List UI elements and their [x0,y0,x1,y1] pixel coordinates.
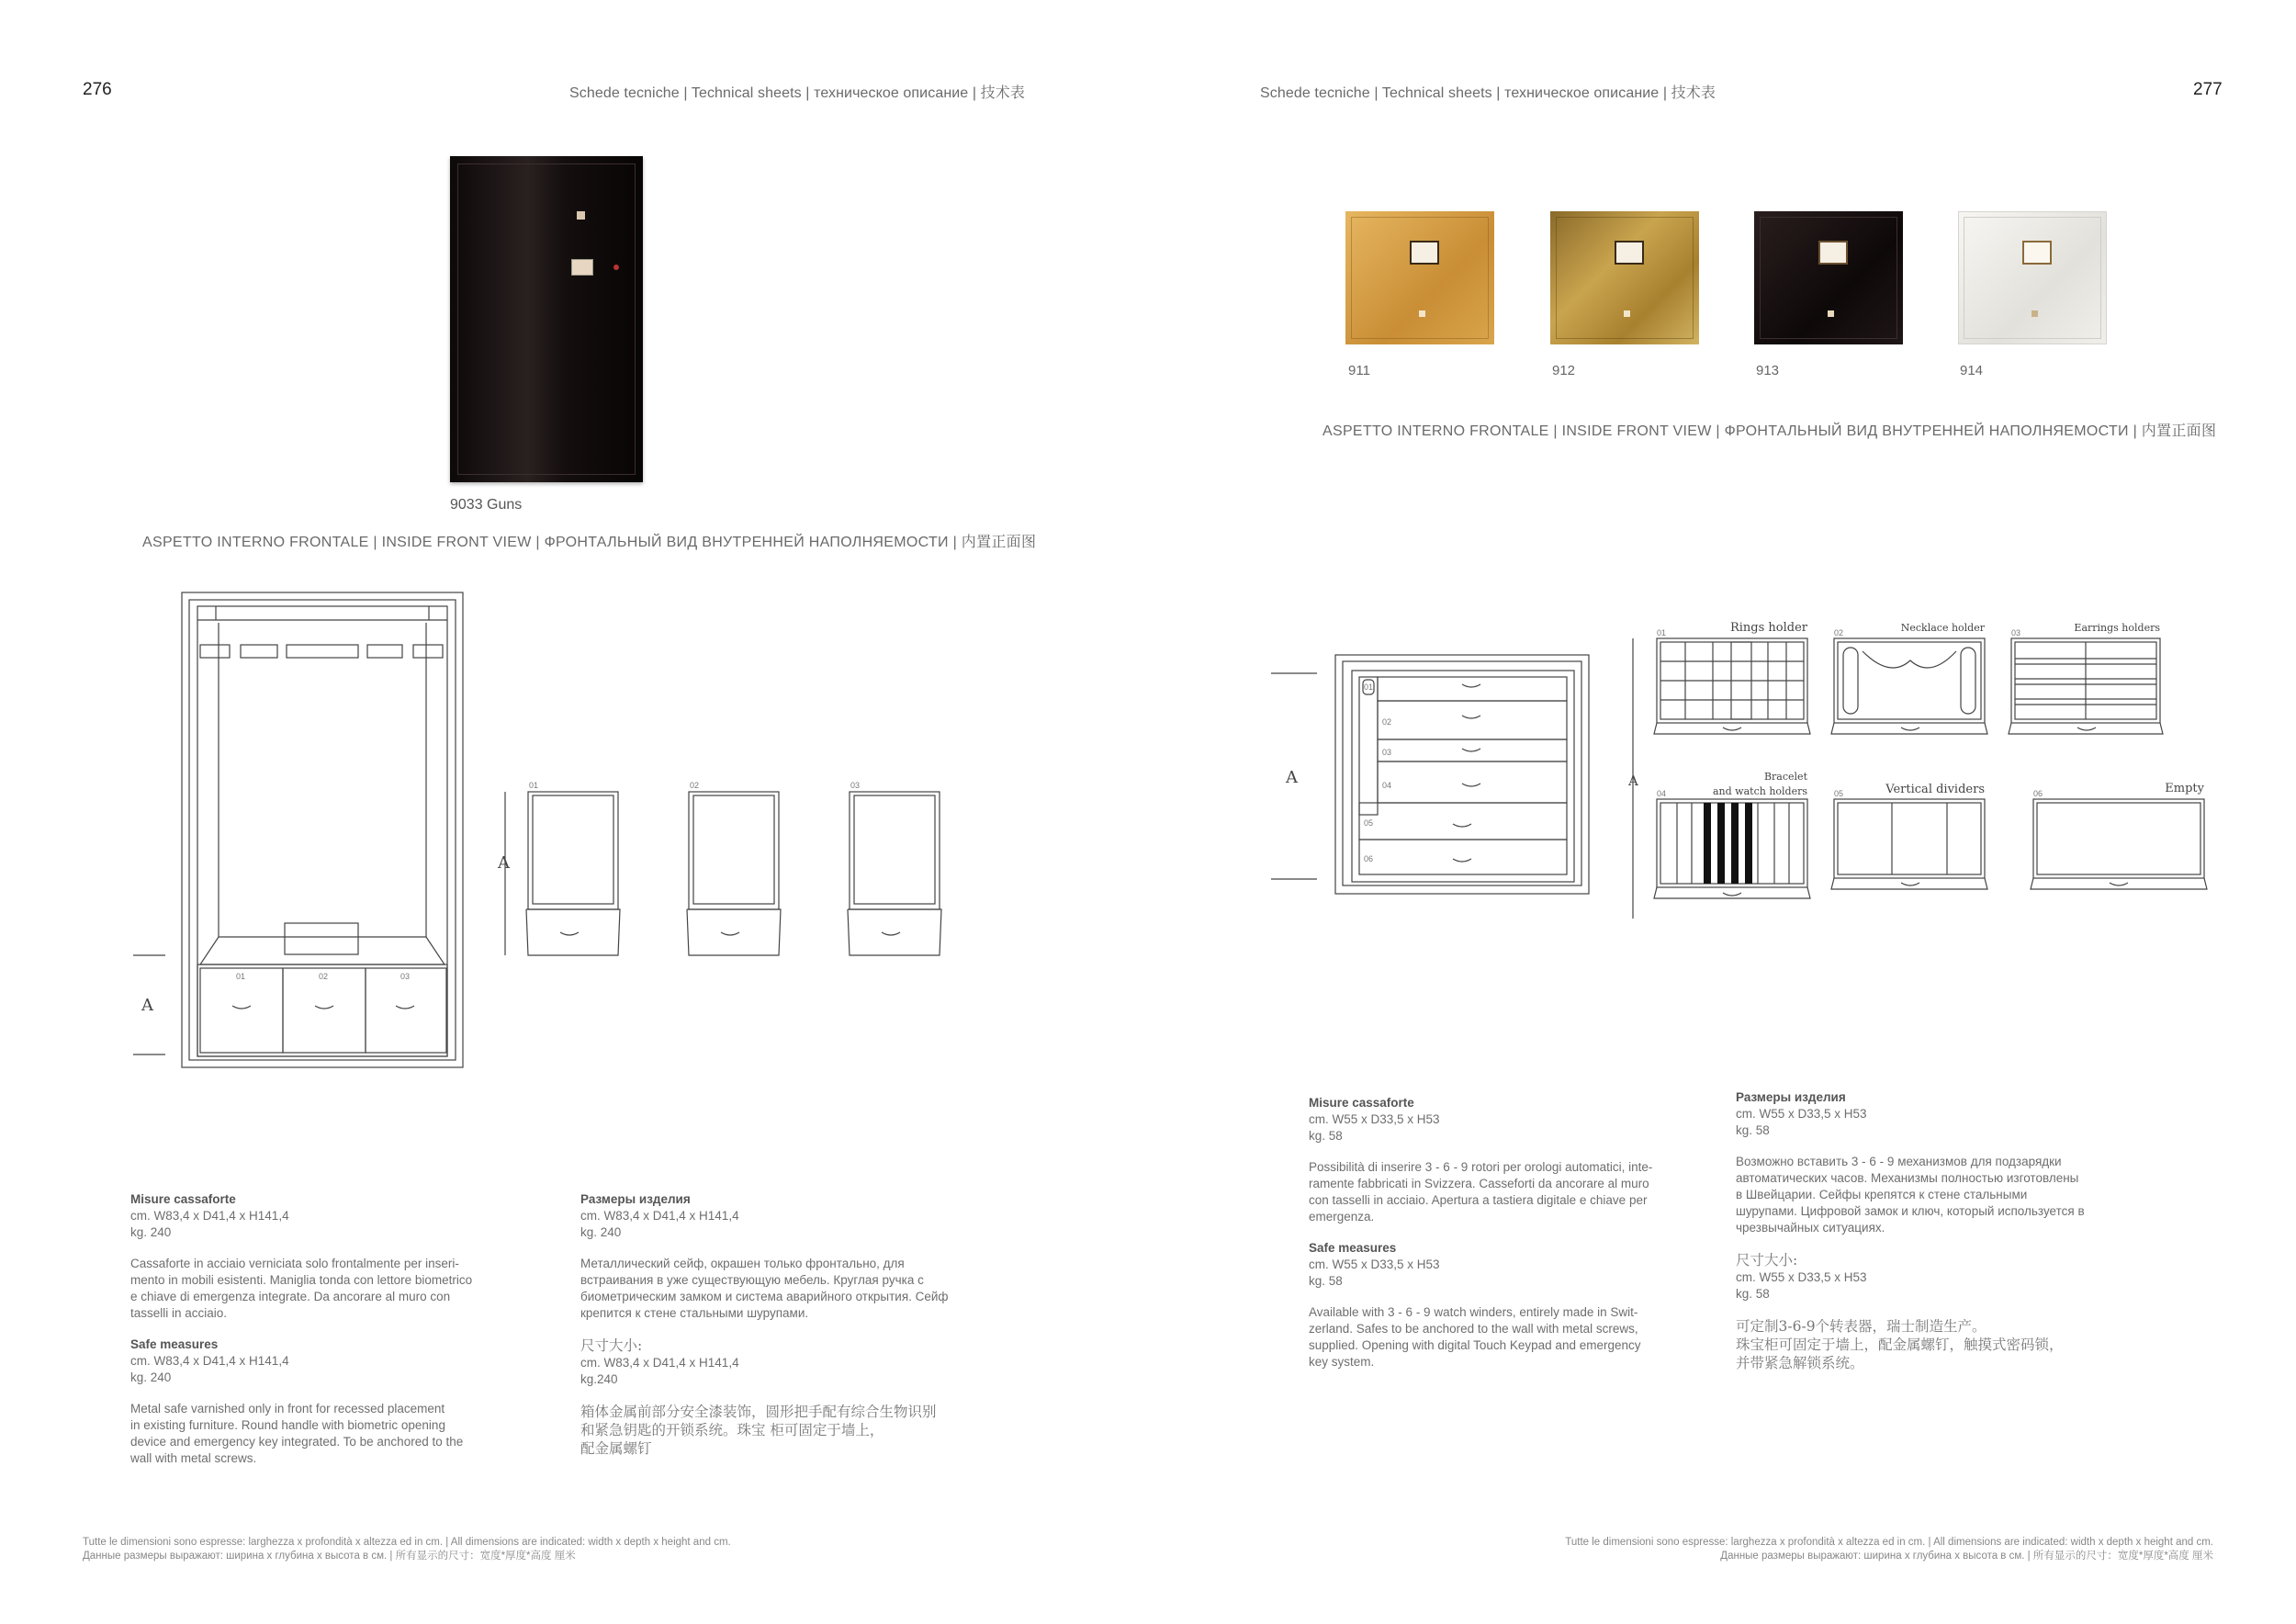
spec-line: 和紧急钥匙的开锁系统。珠宝 柜可固定于墙上， [580,1422,884,1438]
spec-line: 可定制3-6-9个转表器，瑞士制造生产。 [1736,1318,1986,1335]
product-label: 9033 Guns [450,497,523,513]
drawer-label: 06 [1364,854,1374,863]
spec-line: Cassaforte in acciaio verniciata solo frontalmente per inseri- [130,1257,459,1270]
module-number: 01 [1657,628,1667,637]
swatch-label: 913 [1756,363,1780,378]
dimension-label: A [1286,768,1298,787]
spec-title: Safe measures [1309,1241,1397,1255]
spec-line: 珠宝柜可固定于墙上，配金属螺钉，触摸式密码锁， [1736,1336,2064,1353]
spec-weight: kg. 240 [130,1225,172,1239]
spec-line: mento in mobili esistenti. Maniglia tonda con lettore biometrico [130,1273,473,1287]
spec-line: Possibilità di inserire 3 - 6 - 9 rotori per orologi automatici, inte- [1309,1160,1653,1174]
keyhole-icon [2032,310,2038,317]
footer-line: Данные размеры выражают: ширина x глубина x высота в см. | 所有显示的尺寸：宽度*厚度*高度 厘米 [1720,1551,2213,1562]
module-name: Rings holder [1729,621,1807,635]
footer-line: Tutte le dimensioni sono espresse: larghezza x profondità x altezza ed in cm. | All dimensions are indicated: width x depth x height and cm. [1565,1537,2213,1548]
spec-line: e chiave di emergenza integrate. Da ancorare al muro con [130,1290,451,1303]
spec-line: con tasselli in acciaio. Apertura a tastiera digitale e chiave per [1309,1193,1648,1207]
swatch-label: 911 [1348,363,1370,378]
spec-line: zerland. Safes to be anchored to the wall with metal screws, [1309,1322,1638,1336]
spec-line: device and emergency key integrated. To be anchored to the [130,1435,464,1449]
keypad-icon [1410,241,1439,265]
module-name: Bracelet [1763,771,1807,783]
dimension-label: A [141,996,153,1015]
gun-safe-diagram [129,588,992,1075]
module-name: Empty [2165,782,2204,795]
swatch-label: 912 [1552,363,1576,378]
module-number: 06 [2033,789,2043,798]
spec-line: key system. [1309,1355,1375,1369]
spec-line: автоматических часов. Механизмы полностью изготовлены [1736,1171,2079,1185]
spec-line: 配金属螺钉 [580,1440,652,1457]
spec-line: 并带紧急解锁系统。 [1736,1355,1864,1371]
spec-title: Размеры изделия [580,1192,691,1206]
spec-dims: cm. W55 x D33,5 x H53 [1736,1107,1867,1121]
spec-dims: cm. W83,4 x D41,4 x H141,4 [580,1356,739,1370]
spec-weight: kg. 58 [1736,1287,1770,1301]
footer-line: Данные размеры выражают: ширина x глубина x высота в см. | 所有显示的尺寸：宽度*厚度*高度 厘米 [83,1551,576,1562]
spec-dims: cm. W55 x D33,5 x H53 [1309,1257,1440,1271]
spec-title: Misure cassaforte [1309,1096,1414,1110]
swatch-label: 914 [1960,363,1984,378]
spec-line: ramente fabbricati in Svizzera. Casseforti da ancorare al muro [1309,1177,1649,1190]
spec-line: in existing furniture. Round handle with biometric opening [130,1418,445,1432]
drawer-label: 02 [319,972,329,981]
page-header-right: Schede tecniche | Technical sheets | техническое описание | 技术表 [1260,85,1716,101]
module-number: 04 [1657,789,1667,798]
keyhole-icon [1624,310,1630,317]
drawer-label: 05 [1364,818,1374,828]
spec-title: 尺寸大小: [1736,1252,1798,1269]
spec-russian-chinese-right [1736,1089,2167,1372]
keyhole-icon [577,211,585,220]
spec-italian-english-right [1309,1095,1713,1370]
spec-italian-english [130,1191,535,1467]
spec-russian-chinese [580,1191,1012,1458]
spec-line: 箱体金属前部分安全漆装饰，圆形把手配有综合生物识别 [580,1404,937,1420]
spec-line: emergenza. [1309,1210,1375,1224]
spec-weight: kg. 240 [130,1370,172,1384]
spec-title: 尺寸大小: [580,1337,643,1354]
spec-line: биометрическим замком и система аварийного открытия. Сейф [580,1290,949,1303]
spec-title: Misure cassaforte [130,1192,236,1206]
page-number-right: 277 [2193,80,2223,99]
spec-dims: cm. W55 x D33,5 x H53 [1309,1112,1440,1126]
module-number: 03 [2011,628,2021,637]
spec-weight: kg. 58 [1309,1274,1343,1288]
module-number: 05 [1834,789,1844,798]
module-name: Earrings holders [2074,622,2160,634]
spec-line: чрезвычайных ситуациях. [1736,1221,1885,1235]
spec-line: встраивания в уже существующую мебель. Круглая ручка с [580,1273,924,1287]
drawer-label: 03 [1382,748,1392,757]
drawer-label: 04 [1382,781,1392,790]
spec-line: tasselli in acciaio. [130,1306,228,1320]
dimension-label: A [498,853,510,873]
spec-line: Metal safe varnished only in front for recessed placement [130,1402,445,1415]
drawer-label: 01 [236,972,246,981]
spec-line: шурупами. Цифровой замок и ключ, который используется в [1736,1204,2085,1218]
spec-line: Возможно вставить 3 - 6 - 9 механизмов для подзарядки [1736,1155,2062,1168]
drawer-label: 03 [850,781,861,790]
module-number: 02 [1834,628,1844,637]
spec-dims: cm. W83,4 x D41,4 x H141,4 [580,1209,739,1223]
page-number-left: 276 [83,80,112,99]
spec-weight: kg. 58 [1736,1123,1770,1137]
drawer-label: 02 [1382,717,1392,727]
keypad-icon [1818,241,1848,265]
drawer-label: 01 [1364,682,1374,692]
handle-icon [613,265,619,270]
footer-right [1565,1536,2213,1563]
spec-dims: cm. W83,4 x D41,4 x H141,4 [130,1354,289,1368]
inside-caption-right: ASPETTO INTERNO FRONTALE | INSIDE FRONT VIEW | ФРОНТАЛЬНЫЙ ВИД ВНУТРЕННЕЙ НАПОЛНЯЕМОСТИ | 内置正面图 [1322,423,2217,439]
drawer-label: 01 [529,781,539,790]
spec-line: крепится к стене стальными шурупами. [580,1306,809,1320]
module-name-line2: and watch holders [1713,785,1807,797]
spec-weight: kg.240 [580,1372,618,1386]
keypad-icon [2022,241,2052,265]
spec-weight: kg. 58 [1309,1129,1343,1143]
safe-swatch-913[interactable] [1754,211,1903,344]
safe-swatch-914[interactable] [1958,211,2107,344]
keyhole-icon [1828,310,1834,317]
footer-left [83,1536,731,1563]
inside-caption-left: ASPETTO INTERNO FRONTALE | INSIDE FRONT VIEW | ФРОНТАЛЬНЫЙ ВИД ВНУТРЕННЕЙ НАПОЛНЯЕМОСТИ | 内置正面图 [142,535,1037,550]
page-header-left: Schede tecniche | Technical sheets | техническое описание | 技术表 [569,85,1025,101]
safe-swatch-911[interactable] [1345,211,1494,344]
spec-line: supplied. Opening with digital Touch Keypad and emergency [1309,1338,1641,1352]
drawer-label: 02 [690,781,700,790]
spec-title: Размеры изделия [1736,1090,1846,1104]
spec-dims: cm. W83,4 x D41,4 x H141,4 [130,1209,289,1223]
jewelry-safe-diagram [1267,611,2241,928]
biometric-reader-icon [571,259,593,276]
spec-line: Available with 3 - 6 - 9 watch winders, entirely made in Swit- [1309,1305,1638,1319]
spec-title: Safe measures [130,1337,219,1351]
safe-swatch-912[interactable] [1550,211,1699,344]
module-name: Necklace holder [1900,622,1985,634]
module-name: Vertical dividers [1885,783,1985,796]
footer-line: Tutte le dimensioni sono espresse: larghezza x profondità x altezza ed in cm. | All dimensions are indicated: width x depth x height and cm. [83,1537,731,1548]
spec-line: в Швейцарии. Сейфы крепятся к стене стальными [1736,1188,2028,1201]
gun-safe-photo [450,156,643,482]
spec-line: wall with metal screws. [130,1451,257,1465]
dimension-label: A [1628,773,1638,789]
keyhole-icon [1419,310,1425,317]
spec-weight: kg. 240 [580,1225,622,1239]
spec-line: Металлический сейф, окрашен только фронтально, для [580,1257,905,1270]
spec-dims: cm. W55 x D33,5 x H53 [1736,1270,1867,1284]
keypad-icon [1615,241,1644,265]
drawer-label: 03 [400,972,411,981]
